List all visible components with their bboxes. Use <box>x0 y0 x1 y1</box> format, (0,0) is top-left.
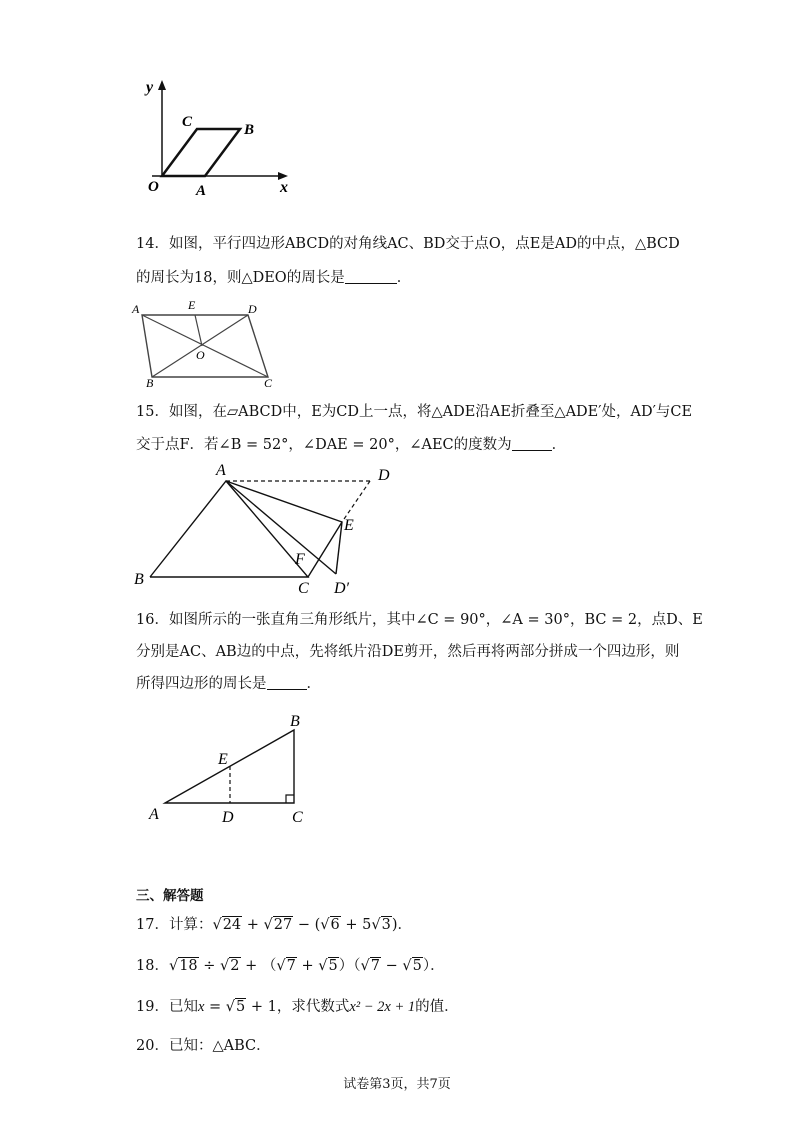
q19-end: 的值． <box>415 999 459 1015</box>
q15-text2: 交于点F．若∠B = 52°，∠DAE = 20°，∠AEC的度数为 <box>136 437 512 453</box>
label-a: A <box>132 302 140 316</box>
q14-end: ． <box>396 270 412 286</box>
q16-figure <box>140 708 320 830</box>
q14-text2: 的周长为18，则△DEO的周长是 <box>136 270 345 286</box>
q15-text1: 如图，在▱ABCD中，E为CD上一点，将△ADE沿AE折叠至△ADE′处，AD′与CE <box>168 404 693 420</box>
sqrt-icon: √ <box>212 917 222 933</box>
label-d: D <box>222 809 234 826</box>
label-c: C <box>182 114 193 130</box>
sqrt-icon: √ <box>276 958 286 974</box>
label-y: y <box>146 79 154 96</box>
q15-line2 <box>136 435 566 455</box>
q20 <box>136 1036 271 1056</box>
q14-number: 14． <box>136 236 169 252</box>
right-angle-mark <box>286 795 294 803</box>
q16-end: ． <box>306 676 321 692</box>
q16-number: 16． <box>136 612 169 628</box>
label-c: C <box>264 376 273 387</box>
label-c: C <box>298 580 309 596</box>
q16-text1: 如图所示的一张直角三角形纸片，其中∠C = 90°，∠A = 30°，BC = 2，点D、E <box>168 612 703 628</box>
label-x: x <box>280 179 288 196</box>
y-axis-arrow <box>158 80 166 90</box>
label-c: C <box>292 809 303 826</box>
q14-line2 <box>136 268 411 288</box>
q18-radicand-1: 18 <box>179 958 198 974</box>
q18-radicand-3b: 7 <box>370 958 380 974</box>
sqrt-icon: √ <box>371 917 381 933</box>
q19-expr: x² − 2x + 1 <box>349 999 416 1015</box>
q15-number: 15． <box>136 404 169 420</box>
q16-line2 <box>136 642 679 662</box>
diagonal-bd <box>152 315 248 377</box>
dashed-de <box>342 481 370 522</box>
label-a: A <box>149 806 159 823</box>
parallelogram-ocba <box>162 129 240 176</box>
q16-line3 <box>136 674 321 694</box>
q15-answer-blank[interactable] <box>512 436 552 451</box>
q16-answer-blank[interactable] <box>267 675 307 690</box>
label-o: O <box>148 179 159 195</box>
sqrt-icon: √ <box>168 958 179 974</box>
label-e: E <box>218 751 228 768</box>
q17-radicand-2: 27 <box>273 917 293 933</box>
q18: 18．√18 ÷ √2 + （√7 + √5）（√7 − √5）． <box>136 958 445 974</box>
q19-mid: ，求代数式 <box>276 999 350 1015</box>
sqrt-icon: √ <box>263 917 273 933</box>
q17: 17．计算：√24 + √27 − (√6 + 5√3)． <box>136 917 413 933</box>
label-b: B <box>146 376 154 387</box>
label-e: E <box>188 298 196 312</box>
q15-end: ． <box>551 437 567 453</box>
folded-ad-prime <box>226 481 336 574</box>
label-o: O <box>196 348 205 362</box>
q18-number: 18． <box>136 958 169 974</box>
label-b: B <box>244 122 255 138</box>
diagonal-ac <box>142 315 268 377</box>
sqrt-icon: √ <box>225 999 236 1015</box>
label-b: B <box>134 571 144 588</box>
q14-figure <box>130 297 280 387</box>
q18-radicand-4b: 5 <box>412 958 422 974</box>
q17-prefix: 计算： <box>168 917 213 933</box>
sqrt-icon: √ <box>318 958 328 974</box>
sqrt-icon: √ <box>360 958 370 974</box>
q20-text: 已知：△ABC． <box>168 1038 271 1054</box>
q13-figure <box>132 76 302 200</box>
label-a: A <box>216 462 226 479</box>
q16-line1 <box>136 610 703 630</box>
label-e: E <box>344 517 354 534</box>
q14-text1: 如图，平行四边形ABCD的对角线AC、BD交于点O，点E是AD的中点，△BCD <box>168 236 680 252</box>
label-b: B <box>290 713 300 730</box>
q17-radicand-3: 6 <box>330 917 340 933</box>
q18-radicand-3: 7 <box>286 958 296 974</box>
q14-answer-blank[interactable] <box>345 269 397 284</box>
q18-radicand-2: 2 <box>230 958 240 974</box>
q15-figure <box>130 460 410 596</box>
q19-number: 19． <box>136 999 169 1015</box>
segment-b-a-c <box>150 481 308 577</box>
q17-coef: 5 <box>362 917 372 933</box>
sqrt-icon: √ <box>220 958 230 974</box>
page-footer: 试卷第3页，共7页 <box>343 1077 451 1092</box>
section-heading: 三、解答题 <box>136 888 204 904</box>
q18-end: ． <box>430 958 445 974</box>
q17-number: 17． <box>136 917 169 933</box>
q20-number: 20． <box>136 1038 169 1054</box>
q15-line1 <box>136 402 692 422</box>
sqrt-icon: √ <box>402 958 412 974</box>
label-a: A <box>196 183 207 199</box>
q18-radicand-4: 5 <box>328 958 338 974</box>
q17-radicand-1: 24 <box>222 917 242 933</box>
q19-prefix: 已知 <box>168 999 198 1015</box>
q16-text2: 分别是AC、AB边的中点，先将纸片沿DE剪开，然后再将两部分拼成一个四边形，则 <box>136 644 680 660</box>
q19: 19．已知x = √5 + 1，求代数式x² − 2x + 1的值． <box>136 999 459 1015</box>
label-d: D <box>248 302 257 316</box>
label-f: F <box>295 551 305 568</box>
q19-radicand: 5 <box>236 999 246 1015</box>
q17-end: ． <box>397 917 413 933</box>
q19-var: x <box>197 999 205 1015</box>
q14-line1 <box>136 234 680 254</box>
q17-radicand-4: 3 <box>381 917 391 933</box>
sqrt-icon: √ <box>320 917 330 933</box>
label-d: D <box>378 467 390 484</box>
q16-text3: 所得四边形的周长是 <box>136 676 267 692</box>
label-d-prime: D′ <box>334 580 350 596</box>
